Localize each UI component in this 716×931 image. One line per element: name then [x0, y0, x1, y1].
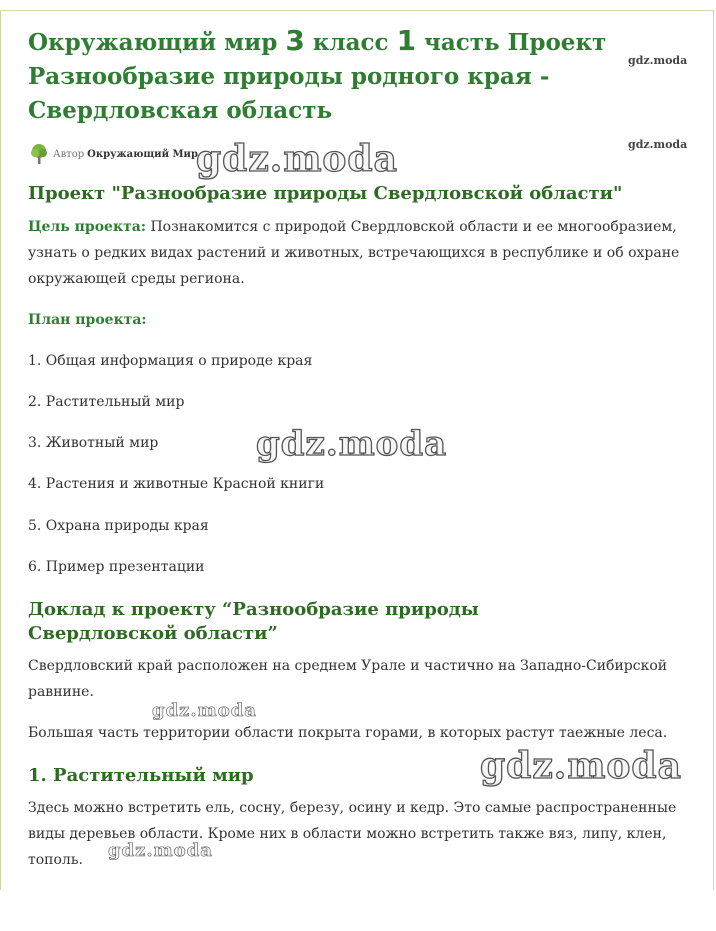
plan-item-2: 2. Растительный мир	[28, 394, 185, 410]
section1-text: Здесь можно встретить ель, сосну, березу, осину и кедр. Это самые распространенные виды деревьев области. Кроме них в области можно встретить также вяз, липу, клен, тополь.	[28, 800, 677, 868]
watermark: gdz.moda	[256, 424, 448, 464]
report-paragraph-2: Большая часть территории области покрыта горами, в которых растут таежные леса.	[28, 725, 668, 741]
project-goal	[28, 214, 688, 292]
goal-label: Цель проекта:	[28, 219, 146, 235]
tree-icon	[29, 143, 49, 165]
plan-label: План проекта:	[28, 312, 147, 328]
watermark: gdz.moda	[152, 700, 257, 721]
report-heading: Доклад к проекту “Разнообразие природы Свердловской области”	[28, 599, 479, 644]
watermark: gdz.moda	[196, 138, 398, 180]
report-paragraph-1: Свердловский край расположен на среднем Урале и частично на Западно-Сибирской равнине.	[28, 658, 668, 700]
watermark-small: gdz.moda	[628, 54, 688, 67]
page-title: Окружающий мир 3 класс 1 часть Проект Разнообразие природы родного края - Свердловская область	[28, 24, 607, 124]
watermark: gdz.moda	[108, 840, 213, 861]
plan-item-1: 1. Общая информация о природе края	[28, 353, 313, 369]
project-heading: Проект "Разнообразие природы Свердловской области"	[28, 183, 623, 204]
watermark-small: gdz.moda	[628, 138, 688, 151]
watermark: gdz.moda	[480, 745, 682, 787]
plan-item-3: 3. Животный мир	[28, 435, 159, 451]
plan-item-6: 6. Пример презентации	[28, 559, 205, 575]
plan-item-5: 5. Охрана природы края	[28, 518, 209, 534]
section1-heading: 1. Растительный мир	[28, 765, 254, 786]
plan-item-4: 4. Растения и животные Красной книги	[28, 476, 325, 492]
goal-text: Познакомится с природой Свердловской области и ее многообразием, узнать о редких видах растений и животных, встречающихся в республике и об охране окружающей среды региона.	[28, 219, 680, 287]
author-label: Автор	[53, 148, 85, 160]
author-link[interactable]: Окружающий Мир	[87, 148, 198, 160]
author-line	[29, 142, 198, 166]
